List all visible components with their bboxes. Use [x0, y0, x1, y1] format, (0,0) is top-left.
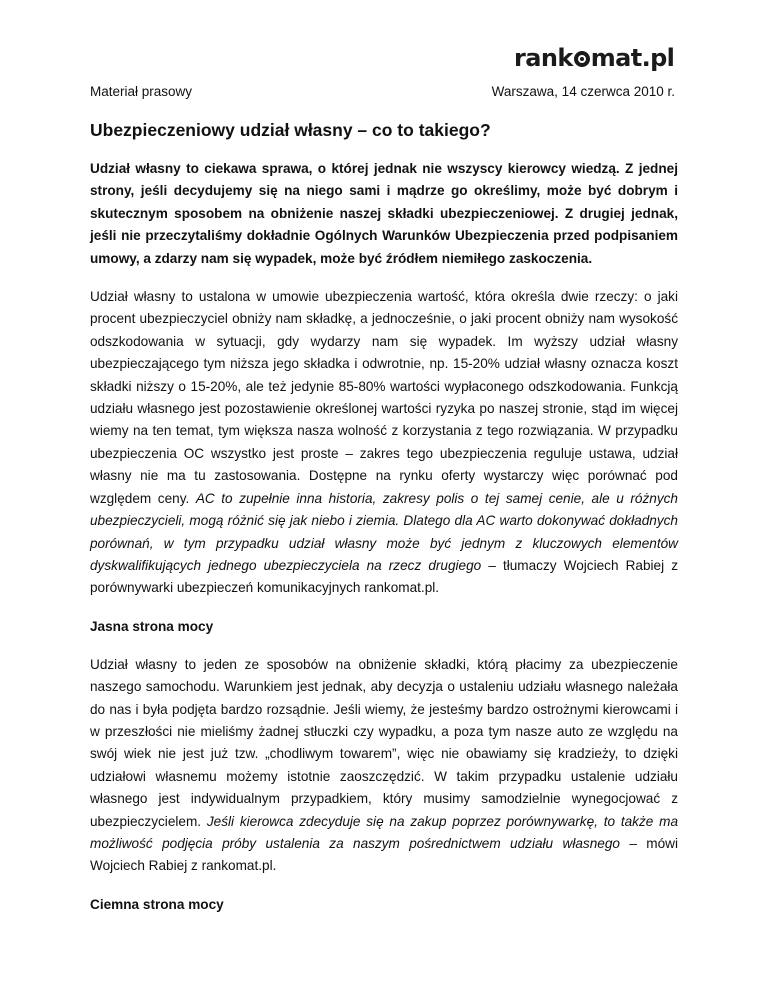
paragraph-1: [90, 286, 678, 600]
article-body: [90, 118, 678, 932]
paragraph-2-attribution: – mówi Wojciech Rabiej z rankomat.pl.: [90, 835, 678, 874]
date-place: Warszawa, 14 czerwca 2010 r.: [491, 84, 675, 99]
header-meta: [90, 84, 675, 99]
lead-paragraph: Udział własny to ciekawa sprawa, o której jednak nie wszyscy kierowcy wiedzą. Z jednej strony, jeśli decydujemy się na niego sami i mądrze go określimy, może być dobrym i skutecznym sposobem na obniżenie naszej składki ubezpieczeniowej. Z drugiej jednak, jeśli nie przeczytaliśmy dokładnie Ogólnych Warunków Ubezpieczenia przed podpisaniem umowy, a zdarzy nam się wypadek, może być źródłem niemiłego zaskoczenia.: [90, 161, 678, 266]
logo-text-end: mat.pl: [590, 44, 675, 72]
section-heading-bright: Jasna strona mocy: [90, 618, 214, 634]
paragraph-1-text: Udział własny to ustalona w umowie ubezpieczenia wartość, która określa dwie rzeczy: o jaki procent ubezpieczyciel obniży nam składkę, a jednocześnie, o jaki procent obniży nam wysokość odszkodowania w sytuacji, gdy wydarzy nam się wypadek. Im wyższy udział własny ubezpieczającego tym niższa jego składka i odwrotnie, np. 15-20% udział własny oznacza koszt składki niższy o 15-20%, ale też jedynie 85-80% wartości wypłaconego odszkodowania. Funkcją udziału własnego jest pozostawienie określonej wartości ryzyka po naszej stronie, stąd im więcej wiemy na ten temat, tym większa nasza wolność z korzystania z tego rozwiązania. W przypadku ubezpieczenia OC wszystko jest proste – zakres tego ubezpieczenia reguluje ustawa, udział własny nie ma tu zastosowania. Dostępne na rynku oferty wystarczy więc porównać pod względem ceny.: [90, 289, 678, 506]
paragraph-1-quote: AC to zupełnie inna historia, zakresy polis o tej samej cenie, ale u różnych ubezpieczycieli, mogą różnić się jak niebo i ziemia. Dlatego dla AC warto dokonywać dokładnych porównań, w tym przypadku udział własny może być jednym z kluczowych elementów dyskwalifikujących jednego ubezpieczyciela na rzecz drugiego: [90, 490, 678, 573]
logo-ring-icon: [574, 51, 590, 67]
paragraph-2-quote: Jeśli kierowca zdecyduje się na zakup poprzez porównywarkę, to także ma możliwość podjęcia próby ustalenia za naszym pośrednictwem udziału własnego: [90, 813, 679, 851]
section-heading-dark: Ciemna strona mocy: [90, 896, 224, 912]
press-material-label: Materiał prasowy: [90, 84, 193, 99]
paragraph-2-text: Udział własny to jeden ze sposobów na obniżenie składki, którą płacimy za ubezpieczenie naszego samochodu. Warunkiem jest jednak, aby decyzja o ustaleniu udziału własnego należała do nas i była podjęta bardzo rozsądnie. Jeśli wiemy, że jesteśmy bardzo ostrożnymi kierowcami i w przeszłości nie mieliśmy żadnej stłuczki czy wypadku, a poza tym nasze auto ze względu na swój wiek nie jest już tzw. „chodliwym towarem”, więc nie obawiamy się kradzieży, to dzięki udziałowi własnemu możemy istotnie zaoszczędzić. W takim przypadku ustalenie udziału własnego jest indywidualnym przypadkiem, który musimy samodzielnie wynegocjować z ubezpieczycielem.: [90, 656, 678, 829]
paragraph-1-attribution: – tłumaczy Wojciech Rabiej z porównywarki ubezpieczeń komunikacyjnych rankomat.pl.: [90, 557, 679, 596]
rankomat-logo: [514, 44, 674, 72]
paragraph-2: [90, 654, 678, 878]
article-title: Ubezpieczeniowy udział własny – co to takiego?: [90, 120, 491, 140]
logo-text-start: rank: [514, 44, 573, 72]
